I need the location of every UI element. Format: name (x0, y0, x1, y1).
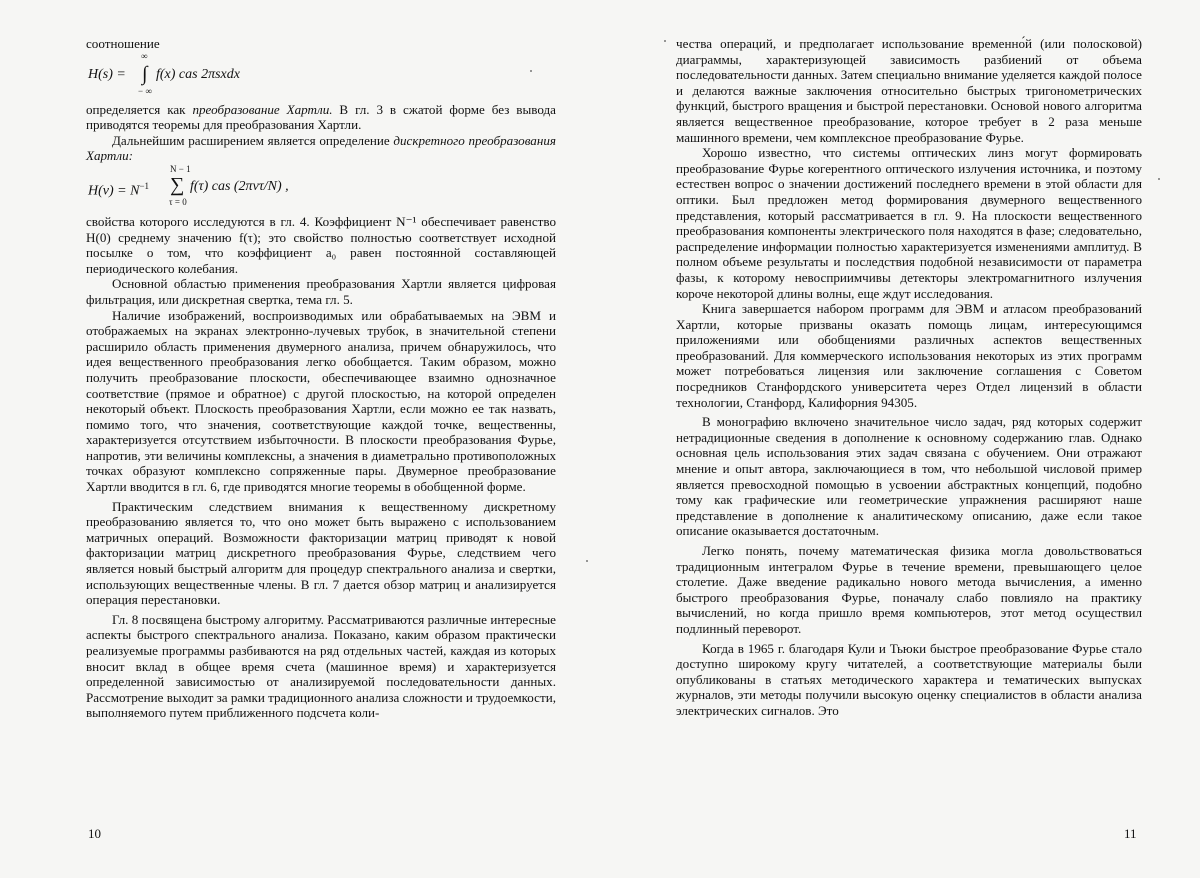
scan-speck (530, 70, 532, 72)
paragraph-4: Основной областью применения преобразования Хартли является цифровая фильтрация, или дискретная свертка, тема гл. 5. (86, 276, 556, 307)
paragraph-r4: В монографию включено значительное число задач, ряд которых содержит нетрадиционные сведения в дополнение к основному содержанию глав. Однако основная цель использования этих задач связана с обучением. Они отражают мнение и опыт автора, заключающиеся в том, что небольшой числовой пример является превосходной помощью в усвоении абстрактных концепций, подобно тому как графические или геометрические упражнения расширяют наше представление в дополнение к аналитическому описанию, даже если такое описание оказывается достаточным. (676, 414, 1142, 539)
paragraph-5: Наличие изображений, воспроизводимых или обрабатываемых на ЭВМ и отображаемых на экранах электронно-лучевых трубок, в значительной степени расширило область применения двумерного анализа, причем обнаружилось, что идея вещественного преобразования легко обобщается. Таким образом, можно получить преобразование плоскости, обеспечивающее взаимно однозначное соответствие (прямое и обратное) с другой плоскостью, на которой определен некоторый объект. Плоскость преобразования Хартли, если можно ее так назвать, помимо того, что значения, соответствующие каждой точке, вещественны, характеризуется отсутствием избыточности. В плоскости преобразования Фурье, напротив, эти величины комплексны, а значения в диаметрально противоположных точках образуют комплексно сопряженные пары. Двумерное преобразование Хартли вводится в гл. 6, где приводятся многие теоремы в обобщенной форме. (86, 307, 556, 495)
paragraph-r3: Книга завершается набором программ для ЭВМ и атласом преобразований Хартли, которые призваны оказать помощь лицам, интересующимся приложениями или обобщениями различных аспектов вещественных преобразований. Для коммерческого использования некоторых из этих программ может потребоваться лицензия или заключение соглашения с Советом посредников Станфордского университета через Отдел лицензий в области технологии, Станфорд, Калифорния 94305. (676, 301, 1142, 410)
formula2-upper-limit: N − 1 (170, 163, 191, 174)
paragraph-r6: Когда в 1965 г. благодаря Кули и Тьюки быстрое преобразование Фурье стало доступно широкому кругу читателей, а соответствующие материалы были опубликованы в статьях методического характера и тематических выпусках журналов, эти методы получили высокую оценку специалистов в области анализа электрических сигналов. Это (676, 640, 1142, 718)
page-number-left: 10 (88, 826, 101, 841)
formula1-integral-sign: ∫ (142, 62, 148, 85)
scan-speck (1158, 178, 1160, 180)
paragraph-6: Практическим следствием внимания к вещественному дискретному преобразованию является то, что оно может быть выражено с использованием матричных операций. Возможности факторизации матриц приводят к новой факторизации матриц дискретного преобразования Фурье, следствием чего является новый быстрый алгоритм для процедур спектрального анализа и свертки, использующих вещественные члены. В гл. 7 дается обзор матриц и анализируется операция перестановки. (86, 498, 556, 608)
page-number-right: 11 (1124, 826, 1137, 841)
intro-text: соотношение (86, 36, 160, 51)
discrete-hartley-formula (86, 164, 556, 210)
formula2-rest: f(τ) cas (2πντ/N) , (190, 178, 289, 194)
paragraph-r5: Легко понять, почему математическая физика могла довольствоваться традиционным интегралом Фурье в течение времени, превышающего целое столетие. Даже введение радикально нового метода вычисления, а именно быстрого преобразования Фурье, поначалу слабо повлияло на практику вычислений, но когда пришло время компьютеров, этот метод осуществил подлинный переворот. (676, 543, 1142, 636)
formula1-upper-limit: ∞ (141, 50, 148, 61)
formula2-lhs: $H(\nu) = N^{-1}$ (88, 180, 150, 199)
scan-speck (664, 40, 666, 42)
paragraph-r2: Хорошо известно, что системы оптических линз могут формировать преобразование Фурье когерентного оптического излучения источника, и поэтому естествен вопрос о значении достижений последнего времени в этой области для оптики. Был предложен метод формирования двумерного вещественного представления, который рассматривается в гл. 9. На плоскости вещественного преобразования компоненты электрического поля находятся в фазе; следовательно, распределение информации полностью характеризуется изменениями амплитуд. В полном объеме результаты и последствия подобной независимости от параметра фазы, к которому невосприимчивы детекторы электромагнитного излучения короче некоторой длины волны, еще ждут исследования. (676, 145, 1142, 301)
paragraph-2: Дальнейшим расширением является определение дискретного преобразования Хартли: (86, 132, 556, 164)
formula1-integrand: f(x) cas 2πsxdx (156, 66, 240, 82)
formula2-sum-sign: ∑ (170, 173, 185, 196)
formula2-lower-limit: τ = 0 (169, 196, 187, 207)
paragraph-3: свойства которого исследуются в гл. 4. Коэффициент N⁻¹ обеспечивает равенство H(0) среднему значению f(τ); это свойство полностью соответствует исходной посылке о том, что коэффициент a₀ равен постоянной составляющей периодического колебания. (86, 213, 556, 276)
formula1-lhs: H(s) = (88, 66, 126, 82)
right-page (676, 36, 1142, 719)
paragraph-r1: чества операций, и предполагает использование временно́й (или полосковой) диаграммы, характеризующей зависимость разбиений от объема последовательности данных. Затем специально внимание уделяется каждой полосе и делаются важные заключения относительно быстрых тригонометрических функций, быстрого вращения и быстрой перестановки. Основой нового алгоритма является вещественное преобразование, которое требует в 2 раза меньше машинного времени, чем комплексное преобразование Фурье. (676, 36, 1142, 145)
paragraph-1: определяется как преобразование Хартли. В гл. 3 в сжатой форме без вывода приводятся теоремы для преобразования Хартли. (86, 101, 556, 133)
paragraph-7: Гл. 8 посвящена быстрому алгоритму. Рассматриваются различные интересные аспекты быстрого спектрального анализа. Показано, каким образом практически реализуемые программы разбиваются на ряд отдельных частей, каждая из которых вносит вклад в общее время счета (машинное время) и характеризуется определенной зависимостью от анализируемой последовательности данных. Рассмотрение выходит за рамки традиционного анализа сложности и трудоемкости, выполняемого путем приближенного подсчета коли- (86, 611, 556, 721)
formula1-lower-limit: − ∞ (138, 85, 152, 96)
hartley-integral-formula (86, 52, 556, 98)
left-page (86, 36, 556, 721)
scan-speck (586, 560, 588, 562)
